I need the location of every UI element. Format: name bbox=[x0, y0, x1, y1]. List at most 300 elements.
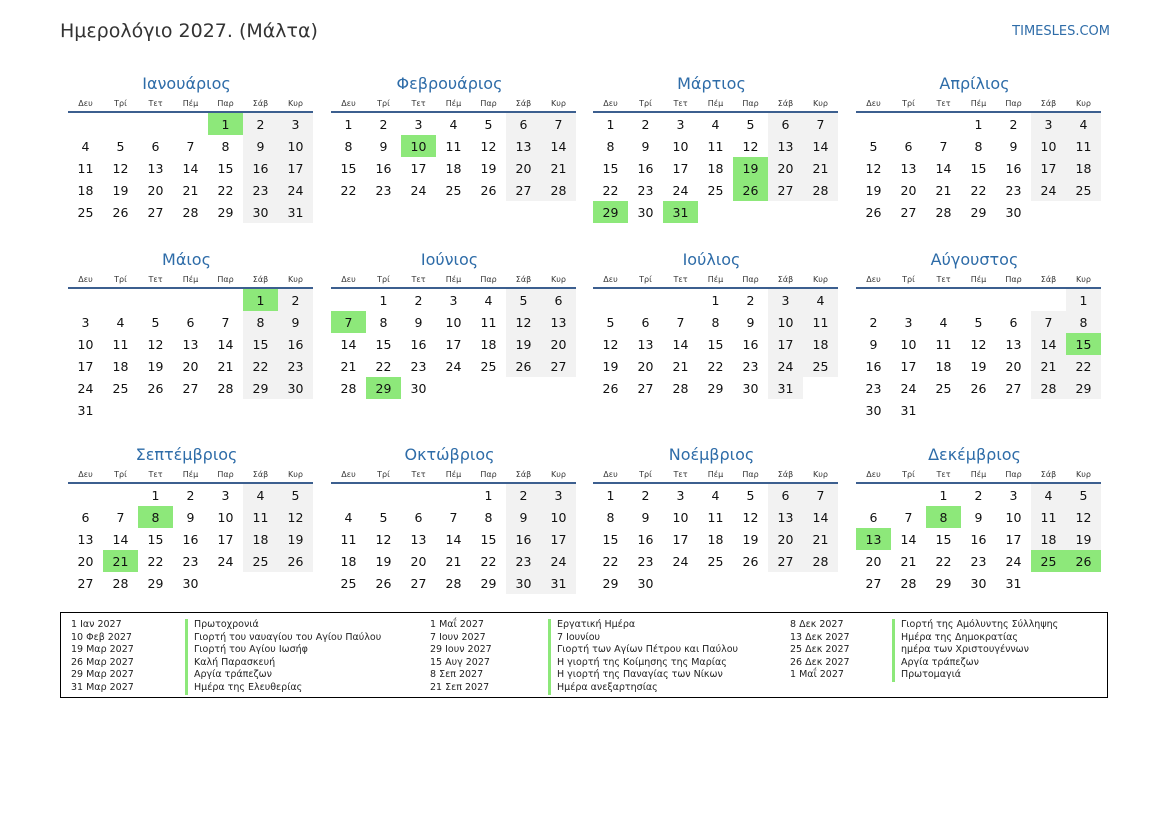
day-cell: 14 bbox=[217, 336, 234, 352]
weekend-day-cell: 11 bbox=[243, 506, 278, 528]
weekday-header: Πέμ bbox=[173, 466, 208, 483]
day-cell: 12 bbox=[375, 531, 392, 547]
holiday-name: Ημέρα της Δημοκρατίας bbox=[892, 632, 1018, 645]
month-calendar bbox=[593, 250, 838, 399]
day-cell: 9 bbox=[746, 314, 755, 330]
holiday-date: 8 Δεκ 2027 bbox=[790, 619, 844, 630]
day-cell: 6 bbox=[81, 509, 90, 525]
day-cell: 11 bbox=[112, 336, 129, 352]
weekend-day-cell: 9 bbox=[506, 506, 541, 528]
day-cell: 22 bbox=[602, 182, 619, 198]
day-cell: 28 bbox=[900, 575, 917, 591]
weekend-day-cell: 6 bbox=[768, 112, 803, 135]
weekend-day-cell: 12 bbox=[278, 506, 313, 528]
weekend-day-cell: 4 bbox=[243, 483, 278, 506]
weekday-header: Παρ bbox=[208, 466, 243, 483]
day-cell: 6 bbox=[641, 314, 650, 330]
weekday-header: Τετ bbox=[926, 95, 961, 112]
weekend-day-cell: 4 bbox=[803, 288, 838, 311]
weekday-header: Κυρ bbox=[278, 95, 313, 112]
day-cell: 25 bbox=[340, 575, 357, 591]
weekday-header: Κυρ bbox=[541, 95, 576, 112]
weekend-day-cell: 17 bbox=[278, 157, 313, 179]
weekday-header: Παρ bbox=[208, 271, 243, 288]
day-cell: 4 bbox=[711, 116, 720, 132]
weekday-header: Δευ bbox=[68, 95, 103, 112]
day-cell: 21 bbox=[672, 358, 689, 374]
holiday-day-cell: 21 bbox=[103, 550, 138, 572]
day-cell: 27 bbox=[637, 380, 654, 396]
day-cell: 1 bbox=[344, 116, 353, 132]
day-cell: 15 bbox=[340, 160, 357, 176]
weekday-header: Δευ bbox=[331, 466, 366, 483]
weekend-day-cell: 25 bbox=[243, 550, 278, 572]
holiday-day-cell: 13 bbox=[856, 528, 891, 550]
empty-day-cell bbox=[331, 483, 366, 506]
day-cell: 18 bbox=[480, 336, 497, 352]
day-cell: 9 bbox=[414, 314, 423, 330]
weekend-day-cell: 2 bbox=[506, 483, 541, 506]
day-cell: 23 bbox=[1005, 182, 1022, 198]
day-cell: 18 bbox=[77, 182, 94, 198]
day-cell: 30 bbox=[742, 380, 759, 396]
day-cell: 6 bbox=[186, 314, 195, 330]
day-cell: 31 bbox=[77, 402, 94, 418]
weekday-header: Πέμ bbox=[436, 466, 471, 483]
day-cell: 4 bbox=[116, 314, 125, 330]
weekday-header: Τρί bbox=[103, 466, 138, 483]
day-cell: 20 bbox=[637, 358, 654, 374]
empty-day-cell bbox=[856, 288, 891, 311]
empty-day-cell bbox=[593, 288, 628, 311]
day-cell: 7 bbox=[186, 138, 195, 154]
day-cell: 2 bbox=[974, 487, 983, 503]
day-cell: 6 bbox=[151, 138, 160, 154]
month-calendar bbox=[593, 445, 838, 594]
weekday-header: Τρί bbox=[628, 271, 663, 288]
holiday-name: 7 Ιουνίου bbox=[548, 632, 600, 645]
weekend-day-cell: 10 bbox=[1031, 135, 1066, 157]
day-cell: 14 bbox=[672, 336, 689, 352]
month-name: Νοέμβριος bbox=[668, 445, 755, 464]
holiday-name: Γιορτή της Αμόλυντης Σύλληψης bbox=[892, 619, 1058, 632]
empty-day-cell bbox=[1031, 288, 1066, 311]
weekend-day-cell: 5 bbox=[506, 288, 541, 311]
day-cell: 9 bbox=[641, 509, 650, 525]
day-cell: 20 bbox=[77, 553, 94, 569]
weekday-header: Σάβ bbox=[243, 466, 278, 483]
holiday-date: 25 Δεκ 2027 bbox=[790, 644, 850, 656]
holiday-day-cell: 1 bbox=[208, 112, 243, 135]
holiday-name: Γιορτή του ναυαγίου του Αγίου Παύλου bbox=[185, 632, 381, 645]
empty-day-cell bbox=[768, 572, 803, 594]
day-cell: 17 bbox=[900, 358, 917, 374]
empty-day-cell bbox=[891, 112, 926, 135]
month-name: Απρίλιος bbox=[939, 74, 1010, 93]
month-calendar bbox=[68, 445, 313, 594]
day-cell: 28 bbox=[340, 380, 357, 396]
day-cell: 17 bbox=[410, 160, 427, 176]
day-cell: 26 bbox=[112, 204, 129, 220]
day-cell: 8 bbox=[974, 138, 983, 154]
month-calendar bbox=[593, 74, 838, 223]
empty-day-cell bbox=[366, 483, 401, 506]
day-cell: 15 bbox=[480, 531, 497, 547]
weekday-header: Σάβ bbox=[506, 466, 541, 483]
holiday-name: Ημέρα ανεξαρτησίας bbox=[548, 682, 658, 695]
day-cell: 14 bbox=[112, 531, 129, 547]
day-cell: 14 bbox=[340, 336, 357, 352]
day-cell: 12 bbox=[602, 336, 619, 352]
day-cell: 24 bbox=[1005, 553, 1022, 569]
day-cell: 19 bbox=[480, 160, 497, 176]
weekend-day-cell: 29 bbox=[243, 377, 278, 399]
day-cell: 24 bbox=[672, 553, 689, 569]
weekend-day-cell: 25 bbox=[1066, 179, 1101, 201]
day-cell: 13 bbox=[410, 531, 427, 547]
weekday-header: Δευ bbox=[856, 466, 891, 483]
day-cell: 5 bbox=[869, 138, 878, 154]
day-cell: 14 bbox=[182, 160, 199, 176]
weekend-day-cell: 21 bbox=[1031, 355, 1066, 377]
weekday-header: Τετ bbox=[401, 95, 436, 112]
weekday-header: Πέμ bbox=[961, 271, 996, 288]
empty-day-cell bbox=[1031, 399, 1066, 421]
weekend-day-cell: 6 bbox=[541, 288, 576, 311]
empty-day-cell bbox=[996, 288, 1031, 311]
month-calendar bbox=[331, 445, 576, 594]
day-cell: 3 bbox=[1009, 487, 1018, 503]
empty-day-cell bbox=[698, 201, 733, 223]
empty-day-cell bbox=[733, 201, 768, 223]
day-cell: 14 bbox=[445, 531, 462, 547]
day-cell: 26 bbox=[147, 380, 164, 396]
weekend-day-cell: 15 bbox=[243, 333, 278, 355]
empty-day-cell bbox=[768, 201, 803, 223]
day-cell: 22 bbox=[375, 358, 392, 374]
day-cell: 24 bbox=[672, 182, 689, 198]
holiday-date: 8 Σεπ 2027 bbox=[430, 669, 484, 681]
holiday-date: 29 Μαρ 2027 bbox=[71, 669, 134, 681]
weekend-day-cell: 9 bbox=[243, 135, 278, 157]
empty-day-cell bbox=[803, 201, 838, 223]
day-cell: 13 bbox=[637, 336, 654, 352]
day-cell: 3 bbox=[449, 292, 458, 308]
day-cell: 29 bbox=[147, 575, 164, 591]
weekend-day-cell: 12 bbox=[1066, 506, 1101, 528]
month-calendar bbox=[68, 250, 313, 421]
day-cell: 11 bbox=[707, 509, 724, 525]
weekend-day-cell: 19 bbox=[1066, 528, 1101, 550]
month-calendar bbox=[68, 74, 313, 223]
weekend-day-cell: 4 bbox=[1031, 483, 1066, 506]
day-cell: 25 bbox=[480, 358, 497, 374]
day-cell: 25 bbox=[77, 204, 94, 220]
day-cell: 29 bbox=[707, 380, 724, 396]
day-cell: 21 bbox=[445, 553, 462, 569]
day-cell: 15 bbox=[707, 336, 724, 352]
holiday-day-cell: 1 bbox=[243, 288, 278, 311]
weekday-header: Κυρ bbox=[1066, 95, 1101, 112]
day-cell: 23 bbox=[970, 553, 987, 569]
day-cell: 30 bbox=[970, 575, 987, 591]
day-cell: 13 bbox=[77, 531, 94, 547]
weekday-header: Κυρ bbox=[803, 95, 838, 112]
month-calendar bbox=[856, 250, 1101, 421]
empty-day-cell bbox=[103, 483, 138, 506]
empty-day-cell bbox=[803, 572, 838, 594]
day-cell: 2 bbox=[746, 292, 755, 308]
weekday-header: Τρί bbox=[366, 95, 401, 112]
day-cell: 4 bbox=[81, 138, 90, 154]
page-title: Ημερολόγιο 2027. (Μάλτα) bbox=[60, 20, 318, 42]
weekday-header: Τετ bbox=[663, 95, 698, 112]
weekday-header: Δευ bbox=[68, 271, 103, 288]
day-cell: 7 bbox=[904, 509, 913, 525]
month-calendar bbox=[856, 445, 1101, 594]
day-cell: 10 bbox=[445, 314, 462, 330]
weekend-day-cell: 20 bbox=[506, 157, 541, 179]
weekend-day-cell: 16 bbox=[278, 333, 313, 355]
weekend-day-cell: 24 bbox=[1031, 179, 1066, 201]
weekend-day-cell: 3 bbox=[541, 483, 576, 506]
day-cell: 1 bbox=[484, 487, 493, 503]
weekday-header: Δευ bbox=[593, 466, 628, 483]
empty-day-cell bbox=[733, 572, 768, 594]
day-cell: 23 bbox=[182, 553, 199, 569]
weekday-header: Πέμ bbox=[436, 271, 471, 288]
month-calendar bbox=[856, 74, 1101, 223]
weekday-header: Σάβ bbox=[768, 271, 803, 288]
day-cell: 3 bbox=[676, 487, 685, 503]
weekend-day-cell: 16 bbox=[506, 528, 541, 550]
day-cell: 29 bbox=[970, 204, 987, 220]
empty-day-cell bbox=[173, 288, 208, 311]
day-cell: 23 bbox=[865, 380, 882, 396]
weekday-header: Πέμ bbox=[173, 95, 208, 112]
day-cell: 3 bbox=[904, 314, 913, 330]
day-cell: 11 bbox=[77, 160, 94, 176]
day-cell: 5 bbox=[379, 509, 388, 525]
day-cell: 30 bbox=[182, 575, 199, 591]
day-cell: 29 bbox=[602, 575, 619, 591]
weekend-day-cell: 7 bbox=[1031, 311, 1066, 333]
day-cell: 13 bbox=[147, 160, 164, 176]
empty-day-cell bbox=[803, 377, 838, 399]
day-cell: 21 bbox=[217, 358, 234, 374]
holiday-day-cell: 8 bbox=[926, 506, 961, 528]
day-cell: 3 bbox=[414, 116, 423, 132]
weekday-header: Τετ bbox=[401, 466, 436, 483]
day-cell: 8 bbox=[379, 314, 388, 330]
weekday-header: Τρί bbox=[628, 466, 663, 483]
weekend-day-cell: 7 bbox=[541, 112, 576, 135]
day-cell: 12 bbox=[147, 336, 164, 352]
weekend-day-cell: 24 bbox=[278, 179, 313, 201]
empty-day-cell bbox=[541, 377, 576, 399]
day-cell: 16 bbox=[375, 160, 392, 176]
day-cell: 12 bbox=[480, 138, 497, 154]
holiday-date: 19 Μαρ 2027 bbox=[71, 644, 134, 656]
holiday-day-cell: 26 bbox=[733, 179, 768, 201]
weekday-header: Κυρ bbox=[1066, 271, 1101, 288]
day-cell: 27 bbox=[147, 204, 164, 220]
day-cell: 8 bbox=[606, 509, 615, 525]
empty-day-cell bbox=[1066, 399, 1101, 421]
day-cell: 25 bbox=[112, 380, 129, 396]
empty-day-cell bbox=[856, 483, 891, 506]
weekend-day-cell: 30 bbox=[278, 377, 313, 399]
weekend-day-cell: 14 bbox=[803, 506, 838, 528]
day-cell: 4 bbox=[484, 292, 493, 308]
empty-day-cell bbox=[68, 112, 103, 135]
day-cell: 18 bbox=[707, 531, 724, 547]
day-cell: 9 bbox=[641, 138, 650, 154]
weekend-day-cell: 26 bbox=[506, 355, 541, 377]
day-cell: 6 bbox=[1009, 314, 1018, 330]
weekend-day-cell: 27 bbox=[506, 179, 541, 201]
month-name: Αύγουστος bbox=[930, 250, 1019, 269]
weekend-day-cell: 26 bbox=[278, 550, 313, 572]
day-cell: 12 bbox=[865, 160, 882, 176]
weekend-day-cell: 23 bbox=[243, 179, 278, 201]
day-cell: 28 bbox=[672, 380, 689, 396]
holiday-name: Εργατική Ημέρα bbox=[548, 619, 635, 632]
holiday-name: Ημέρα της Ελευθερίας bbox=[185, 682, 302, 695]
day-cell: 17 bbox=[217, 531, 234, 547]
weekday-header: Τετ bbox=[926, 271, 961, 288]
day-cell: 6 bbox=[414, 509, 423, 525]
empty-day-cell bbox=[961, 288, 996, 311]
day-cell: 17 bbox=[445, 336, 462, 352]
weekend-day-cell: 28 bbox=[803, 179, 838, 201]
day-cell: 15 bbox=[935, 531, 952, 547]
empty-day-cell bbox=[243, 572, 278, 594]
day-cell: 25 bbox=[935, 380, 952, 396]
day-cell: 8 bbox=[711, 314, 720, 330]
day-cell: 28 bbox=[112, 575, 129, 591]
day-cell: 26 bbox=[480, 182, 497, 198]
day-cell: 13 bbox=[182, 336, 199, 352]
day-cell: 7 bbox=[676, 314, 685, 330]
weekend-day-cell: 3 bbox=[278, 112, 313, 135]
day-cell: 5 bbox=[151, 314, 160, 330]
weekday-header: Τετ bbox=[138, 466, 173, 483]
day-cell: 22 bbox=[970, 182, 987, 198]
day-cell: 15 bbox=[970, 160, 987, 176]
weekend-day-cell: 21 bbox=[803, 157, 838, 179]
day-cell: 17 bbox=[1005, 531, 1022, 547]
empty-day-cell bbox=[663, 288, 698, 311]
day-cell: 10 bbox=[672, 509, 689, 525]
day-cell: 19 bbox=[865, 182, 882, 198]
weekend-day-cell: 3 bbox=[1031, 112, 1066, 135]
day-cell: 19 bbox=[970, 358, 987, 374]
day-cell: 3 bbox=[81, 314, 90, 330]
day-cell: 9 bbox=[186, 509, 195, 525]
weekday-header: Παρ bbox=[733, 466, 768, 483]
empty-day-cell bbox=[436, 377, 471, 399]
weekend-day-cell: 16 bbox=[243, 157, 278, 179]
weekday-header: Πέμ bbox=[961, 466, 996, 483]
day-cell: 7 bbox=[221, 314, 230, 330]
day-cell: 22 bbox=[147, 553, 164, 569]
month-name: Ιανουάριος bbox=[142, 74, 231, 93]
day-cell: 24 bbox=[900, 380, 917, 396]
holiday-date: 7 Ιουν 2027 bbox=[430, 631, 486, 643]
weekend-day-cell: 11 bbox=[803, 311, 838, 333]
weekend-day-cell: 13 bbox=[768, 135, 803, 157]
weekend-day-cell: 21 bbox=[803, 528, 838, 550]
weekday-header: Δευ bbox=[331, 271, 366, 288]
day-cell: 17 bbox=[672, 531, 689, 547]
holiday-day-cell: 25 bbox=[1031, 550, 1066, 572]
weekend-day-cell: 20 bbox=[768, 157, 803, 179]
weekday-header: Πέμ bbox=[173, 271, 208, 288]
weekend-day-cell: 11 bbox=[1066, 135, 1101, 157]
empty-day-cell bbox=[926, 399, 961, 421]
month-name: Φεβρουάριος bbox=[396, 74, 503, 93]
day-cell: 10 bbox=[672, 138, 689, 154]
holiday-date: 31 Μαρ 2027 bbox=[71, 682, 134, 693]
day-cell: 11 bbox=[480, 314, 497, 330]
day-cell: 31 bbox=[1005, 575, 1022, 591]
day-cell: 15 bbox=[602, 531, 619, 547]
holiday-day-cell: 7 bbox=[331, 311, 366, 333]
weekend-day-cell: 18 bbox=[803, 333, 838, 355]
weekday-header: Δευ bbox=[856, 95, 891, 112]
weekend-day-cell: 23 bbox=[278, 355, 313, 377]
weekday-header: Τετ bbox=[138, 95, 173, 112]
empty-day-cell bbox=[698, 572, 733, 594]
day-cell: 1 bbox=[379, 292, 388, 308]
day-cell: 2 bbox=[414, 292, 423, 308]
day-cell: 5 bbox=[484, 116, 493, 132]
day-cell: 1 bbox=[939, 487, 948, 503]
day-cell: 18 bbox=[340, 553, 357, 569]
day-cell: 14 bbox=[900, 531, 917, 547]
day-cell: 16 bbox=[410, 336, 427, 352]
empty-day-cell bbox=[401, 483, 436, 506]
day-cell: 20 bbox=[1005, 358, 1022, 374]
month-name: Μάιος bbox=[162, 250, 211, 269]
day-cell: 9 bbox=[1009, 138, 1018, 154]
site-link[interactable]: TIMESLES.COM bbox=[1012, 24, 1110, 39]
weekday-header: Κυρ bbox=[541, 466, 576, 483]
day-cell: 30 bbox=[410, 380, 427, 396]
day-cell: 29 bbox=[935, 575, 952, 591]
day-cell: 10 bbox=[1005, 509, 1022, 525]
weekday-header: Πέμ bbox=[961, 95, 996, 112]
month-name: Μάρτιος bbox=[677, 74, 746, 93]
day-cell: 17 bbox=[77, 358, 94, 374]
day-cell: 29 bbox=[480, 575, 497, 591]
weekend-day-cell: 27 bbox=[768, 179, 803, 201]
weekend-day-cell: 31 bbox=[768, 377, 803, 399]
weekday-header: Παρ bbox=[996, 95, 1031, 112]
holiday-date: 1 Ιαν 2027 bbox=[71, 619, 122, 630]
empty-day-cell bbox=[278, 572, 313, 594]
weekday-header: Δευ bbox=[331, 95, 366, 112]
day-cell: 2 bbox=[641, 116, 650, 132]
day-cell: 19 bbox=[602, 358, 619, 374]
empty-day-cell bbox=[856, 112, 891, 135]
day-cell: 21 bbox=[935, 182, 952, 198]
holiday-day-cell: 26 bbox=[1066, 550, 1101, 572]
day-cell: 2 bbox=[641, 487, 650, 503]
holiday-date: 29 Ιουν 2027 bbox=[430, 644, 492, 656]
empty-day-cell bbox=[436, 483, 471, 506]
